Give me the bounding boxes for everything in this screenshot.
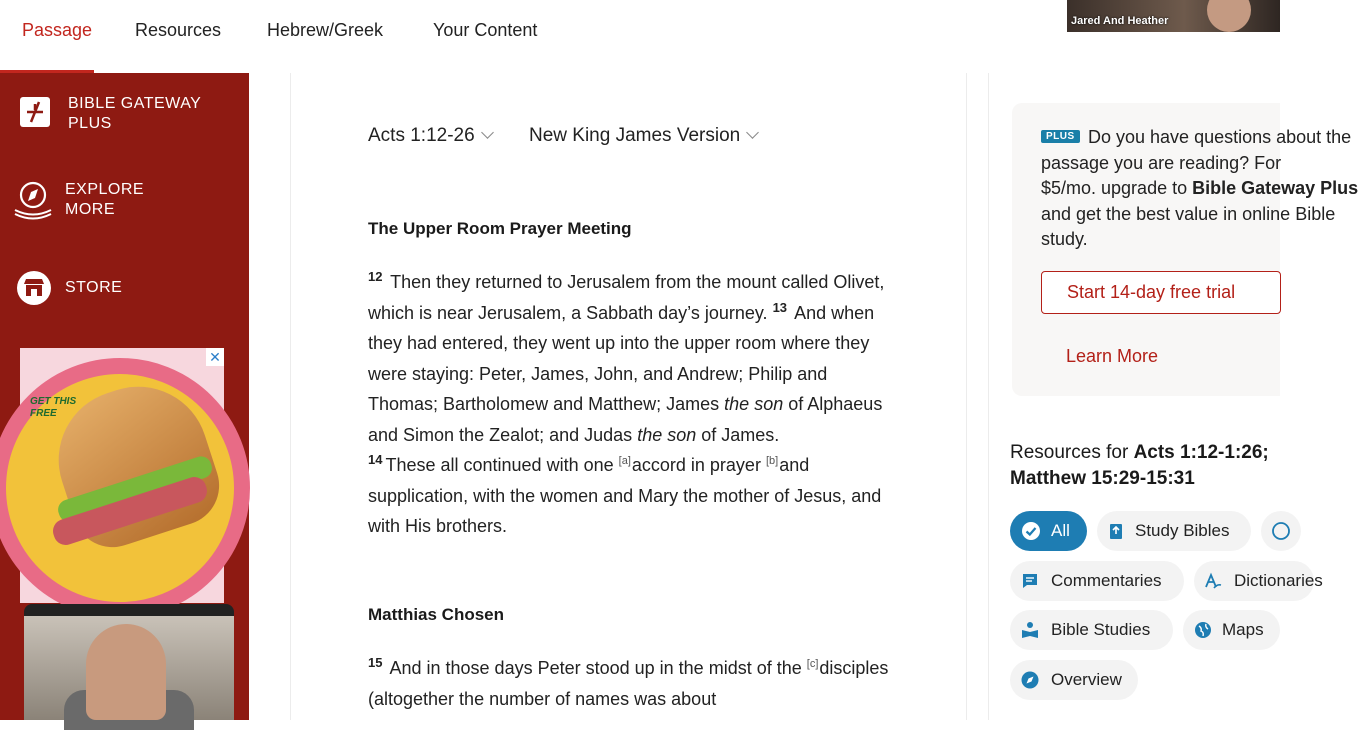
divider xyxy=(988,73,989,720)
filter-chip-overview[interactable] xyxy=(1010,660,1138,700)
verse-text: and supplication, with the women and Mary the mother of Jesus, and with His brothers. xyxy=(368,455,882,536)
passage-text xyxy=(368,653,898,714)
verse-text: of James. xyxy=(701,424,780,445)
italic-text: the son xyxy=(724,394,784,414)
version-select[interactable] xyxy=(529,125,757,147)
verse-number: 13 xyxy=(772,299,788,315)
passage-reference: Acts 1:12-26 xyxy=(368,125,475,146)
passage-reference-select[interactable] xyxy=(368,125,492,147)
filter-chip-commentaries[interactable] xyxy=(1010,561,1184,601)
chip-label: Study Bibles xyxy=(1135,521,1230,540)
filter-chip-maps[interactable] xyxy=(1183,610,1280,650)
learn-more-link[interactable]: Learn More xyxy=(1066,346,1159,366)
sidebar xyxy=(0,73,249,720)
chip-label: Bible Studies xyxy=(1051,620,1151,639)
verse-number: 15 xyxy=(368,655,383,670)
chip-label: Overview xyxy=(1051,670,1122,689)
section-heading: The Upper Room Prayer Meeting xyxy=(368,219,632,238)
verse-number: 14 xyxy=(368,452,383,467)
chip-label: Dictionaries xyxy=(1234,571,1323,590)
sidebar-item-bible-gateway-plus[interactable] xyxy=(0,91,249,141)
webcam-face xyxy=(1207,0,1251,32)
bible-study-icon xyxy=(1021,621,1039,639)
store-icon xyxy=(16,270,52,306)
sidebar-item-explore-more[interactable] xyxy=(0,177,249,227)
check-circle-icon xyxy=(1022,522,1040,540)
tab-your-content[interactable]: Your Content xyxy=(433,20,538,40)
resources-title-ref: Matthew 15:29-15:31 xyxy=(1010,467,1195,489)
filter-chip-dictionaries[interactable] xyxy=(1194,561,1323,601)
promo-line: study. xyxy=(1041,229,1088,249)
promo-line: $5/mo. upgrade to xyxy=(1041,178,1188,198)
section-heading: Matthias Chosen xyxy=(368,605,505,624)
tab-hebrew-greek[interactable]: Hebrew/Greek xyxy=(267,20,384,40)
sidebar-item-label: BIBLE GATEWAY xyxy=(68,95,202,112)
resources-title xyxy=(1010,440,1310,491)
passage-text xyxy=(368,267,898,542)
footnote-link[interactable]: [c] xyxy=(806,658,819,670)
webcam-person xyxy=(86,624,166,720)
sidebar-ad[interactable] xyxy=(20,348,224,603)
verse-text: disciples (altogether the number of names was about xyxy=(368,658,889,709)
chip-label: All xyxy=(1051,521,1070,540)
divider xyxy=(966,73,967,720)
sidebar-item-label: STORE xyxy=(65,279,123,296)
filter-chip-bible-studies[interactable] xyxy=(1010,610,1173,650)
webcam-overlay-bottom xyxy=(24,604,234,720)
verse-text: accord in prayer xyxy=(631,455,761,475)
compass-icon xyxy=(1021,671,1039,689)
plus-promo-text xyxy=(1041,125,1358,253)
italic-text: the son xyxy=(637,424,697,445)
version-name: New King James Version xyxy=(529,125,741,146)
promo-line: passage you are reading? For xyxy=(1041,152,1282,173)
globe-icon xyxy=(1272,522,1290,540)
resources-title-prefix: Resources for xyxy=(1010,442,1129,463)
verse-text: These all continued with one xyxy=(385,455,614,475)
divider xyxy=(290,73,291,720)
ad-text: GET THIS FREE xyxy=(30,396,77,419)
ad-close-icon[interactable]: ✕ xyxy=(206,348,224,366)
dictionary-icon xyxy=(1204,572,1222,590)
webcam-overlay-top xyxy=(1067,0,1280,32)
sidebar-item-store[interactable] xyxy=(0,270,249,310)
chevron-down-icon xyxy=(746,126,759,139)
start-free-trial-button[interactable]: Start 14-day free trial xyxy=(1041,271,1281,314)
promo-line: and get the best value in online Bible xyxy=(1041,203,1336,224)
sidebar-item-label: PLUS xyxy=(68,115,112,132)
verse-text: And when they had entered, they went up into the upper room where they were staying: Peter, James, John, and Andrew; Philip and Thomas; Bartholomew and Matthew; James xyxy=(368,302,875,414)
filter-chip-more[interactable] xyxy=(1261,511,1301,551)
bible-gateway-plus-icon xyxy=(19,96,51,128)
sidebar-item-label: MORE xyxy=(65,201,115,218)
webcam-name: Jared And Heather xyxy=(1071,15,1169,27)
study-bible-icon xyxy=(1107,522,1125,540)
verse-number: 12 xyxy=(368,269,383,284)
chevron-down-icon xyxy=(481,126,494,139)
tab-resources[interactable]: Resources xyxy=(135,20,222,40)
plus-badge: PLUS xyxy=(1041,130,1080,143)
tab-passage[interactable]: Passage xyxy=(22,20,93,40)
compass-icon xyxy=(12,179,54,219)
chip-label: Maps xyxy=(1222,620,1264,639)
promo-line: Do you have questions about the xyxy=(1088,127,1352,147)
resources-title-ref: Acts 1:12-1:26; xyxy=(1133,442,1269,463)
chip-label: Commentaries xyxy=(1051,571,1162,590)
footnote-link[interactable]: [a] xyxy=(618,455,631,467)
footnote-link[interactable]: [b] xyxy=(765,455,779,467)
verse-text: And in those days Peter stood up in the midst of the xyxy=(389,658,802,678)
verse-text: Then they returned to Jerusalem from the mount called Olivet, which is near Jerusalem, a Sabbath day’s journey. xyxy=(368,272,885,323)
verse-text: of Alphaeus and Simon the Zealot; and Judas xyxy=(368,394,883,445)
filter-chip-study-bibles[interactable] xyxy=(1097,511,1251,551)
globe-icon xyxy=(1194,621,1212,639)
filter-chip-all[interactable] xyxy=(1010,511,1087,551)
sidebar-item-label: EXPLORE xyxy=(65,181,145,198)
promo-product-name: Bible Gateway Plus xyxy=(1192,178,1358,198)
comment-icon xyxy=(1021,572,1039,590)
